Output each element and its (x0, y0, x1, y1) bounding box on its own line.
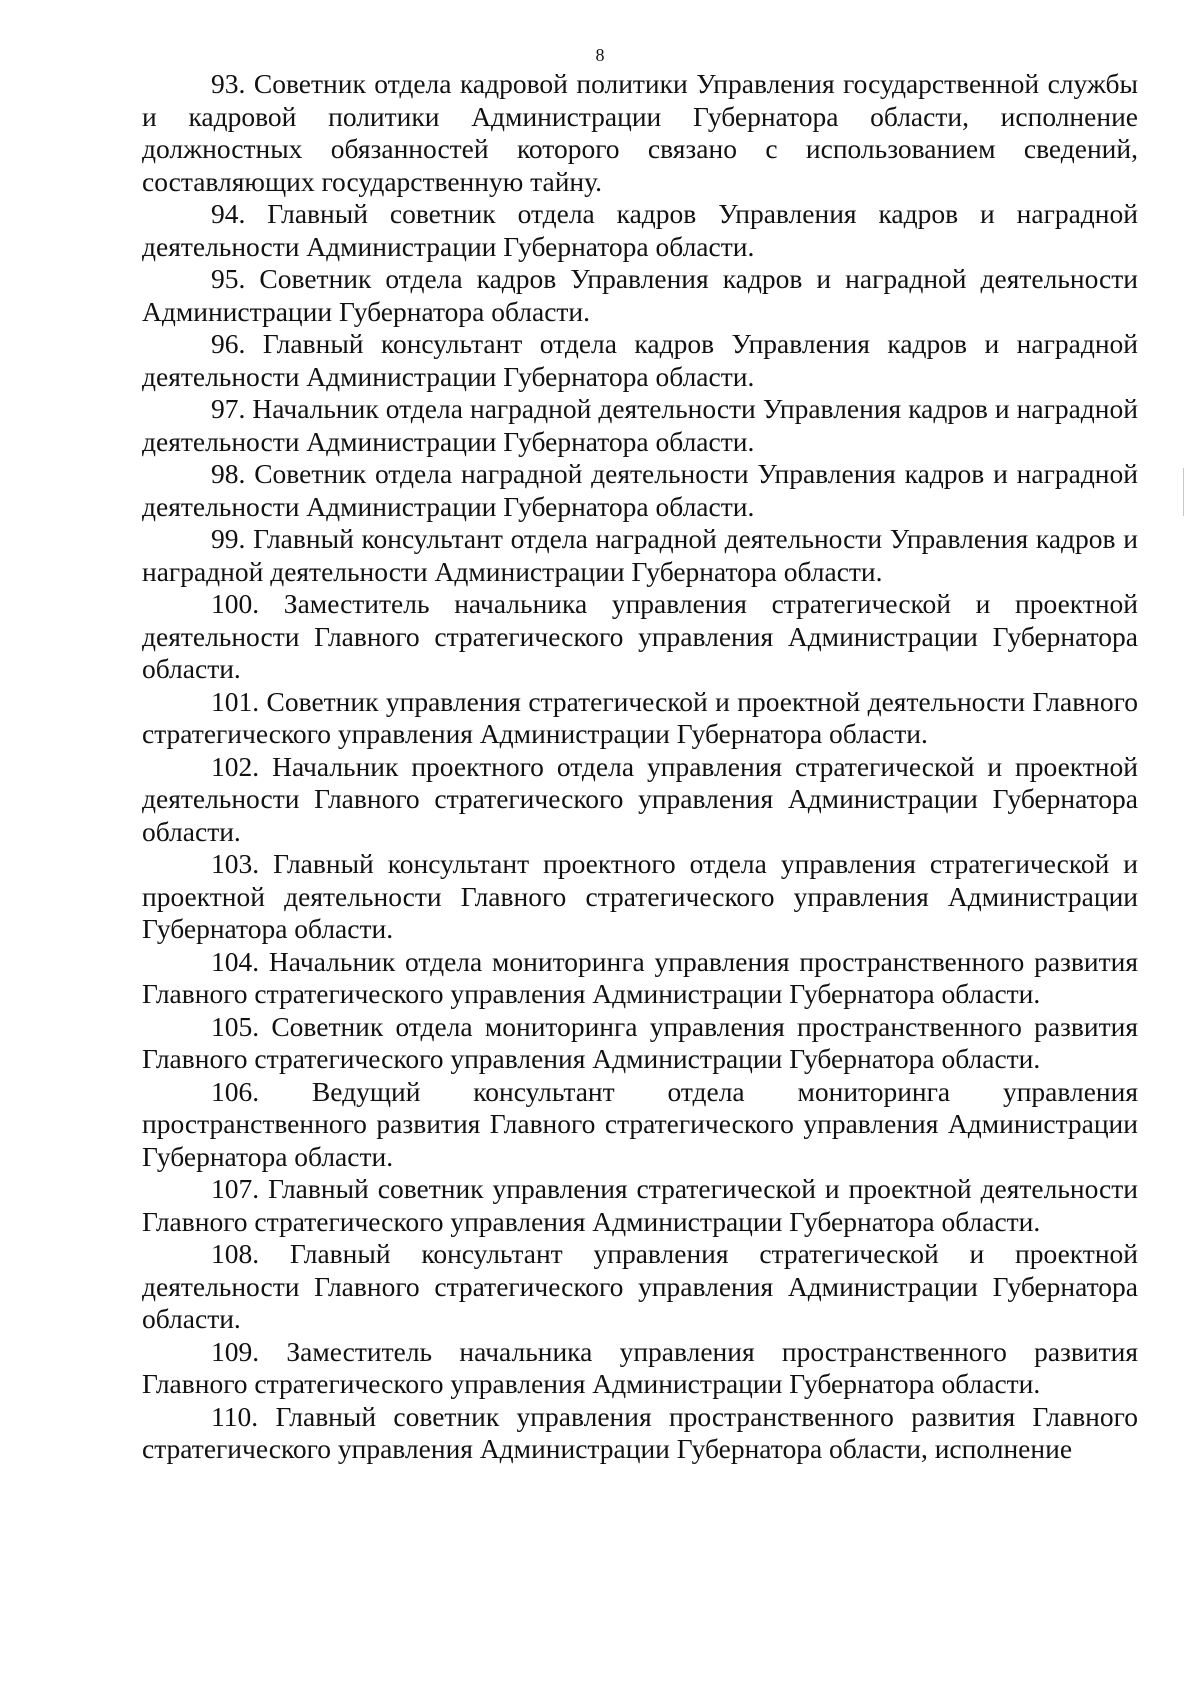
list-item: 107. Главный советник управления стратегической и проектной деятельности Главного стратегического управления Администрации Губернатора области. (142, 1173, 1138, 1237)
list-item: 102. Начальник проектного отдела управления стратегической и проектной деятельности Главного стратегического управления Администрации Губернатора области. (142, 750, 1138, 847)
list-item: 106. Ведущий консультант отдела мониторинга управления пространственного развития Главного стратегического управления Администрации Губернатора области. (142, 1075, 1138, 1172)
list-item: 99. Главный консультант отдела наградной деятельности Управления кадров и наградной деятельности Администрации Губернатора области. (142, 523, 1138, 587)
list-item: 105. Советник отдела мониторинга управления пространственного развития Главного стратегического управления Администрации Губернатора области. (142, 1010, 1138, 1074)
list-item: 94. Главный советник отдела кадров Управления кадров и наградной деятельности Администрации Губернатора области. (142, 198, 1138, 262)
list-item: 98. Советник отдела наградной деятельности Управления кадров и наградной деятельности Администрации Губернатора области. (142, 458, 1138, 522)
list-item: 101. Советник управления стратегической и проектной деятельности Главного стратегического управления Администрации Губернатора области. (142, 685, 1138, 749)
list-item: 103. Главный консультант проектного отдела управления стратегической и проектной деятельности Главного стратегического управления Администрации Губернатора области. (142, 848, 1138, 944)
list-item: 100. Заместитель начальника управления стратегической и проектной деятельности Главного стратегического управления Администрации Губернатора области. (142, 588, 1138, 684)
document-body (142, 68, 1138, 1466)
list-item: 109. Заместитель начальника управления пространственного развития Главного стратегического управления Администрации Губернатора области. (142, 1335, 1138, 1399)
list-item: 97. Начальник отдела наградной деятельности Управления кадров и наградной деятельности Администрации Губернатора области. (142, 393, 1138, 457)
list-item: 110. Главный советник управления пространственного развития Главного стратегического управления Администрации Губернатора области, исполнение (142, 1400, 1138, 1464)
page-number: 8 (595, 45, 605, 65)
list-item: 95. Советник отдела кадров Управления кадров и наградной деятельности Администрации Губернатора области. (142, 263, 1138, 327)
list-item: 96. Главный консультант отдела кадров Управления кадров и наградной деятельности Администрации Губернатора области. (142, 328, 1138, 392)
list-item: 104. Начальник отдела мониторинга управления пространственного развития Главного стратегического управления Администрации Губернатора области. (142, 945, 1138, 1009)
scan-mark (1183, 468, 1184, 516)
list-item: 108. Главный консультант управления стратегической и проектной деятельности Главного стратегического управления Администрации Губернатора области. (142, 1238, 1138, 1334)
list-item: 93. Советник отдела кадровой политики Управления государственной службы и кадровой политики Администрации Губернатора области, исполнение должностных обязанностей которого связано с использованием сведений, составляющих государственную тайну. (142, 68, 1138, 197)
